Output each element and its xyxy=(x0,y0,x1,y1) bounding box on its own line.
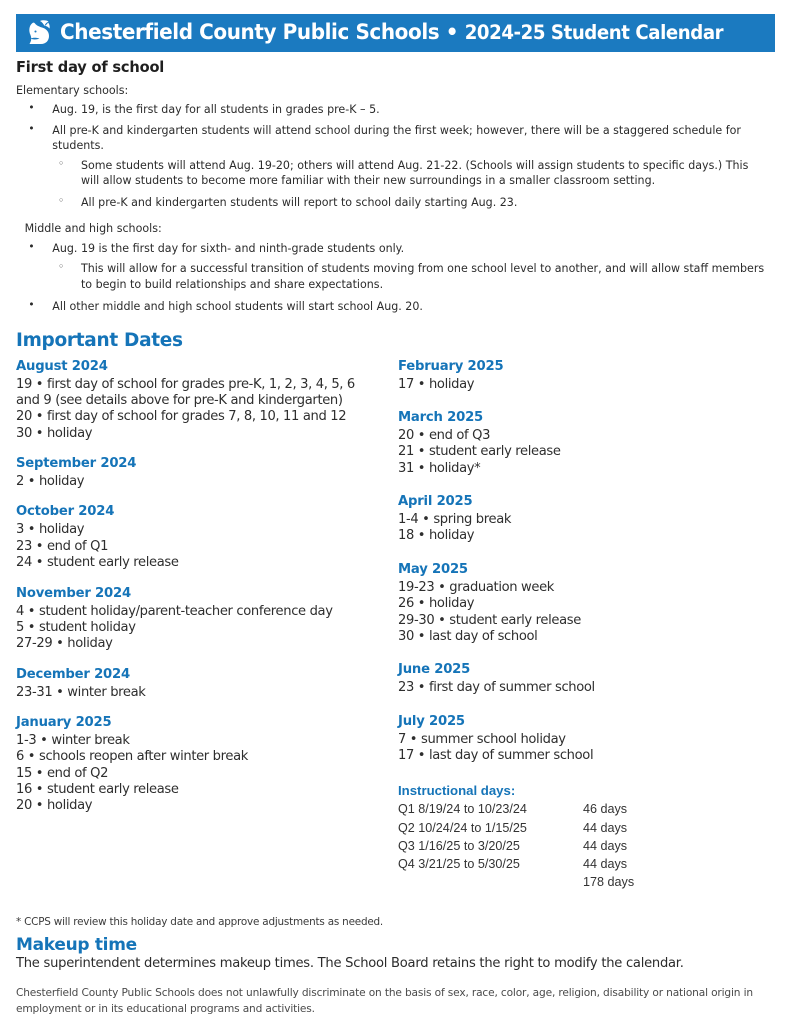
date-entry: 4 • student holiday/parent-teacher conference day xyxy=(16,603,333,619)
instructional-days-table xyxy=(398,783,773,891)
quarter-days: 44 days xyxy=(583,857,628,872)
month-entries xyxy=(398,680,773,696)
month-heading: September 2024 xyxy=(16,456,137,472)
date-entry: 26 • holiday xyxy=(398,596,475,612)
secondary-sub-list xyxy=(52,261,770,291)
month-block-june-2025 xyxy=(398,662,773,696)
month-entries xyxy=(16,604,390,653)
date-entry: 20 • holiday xyxy=(16,798,93,814)
month-block-october-2024 xyxy=(16,504,390,571)
first-day-section xyxy=(16,58,770,314)
date-entry: 3 • holiday xyxy=(16,522,85,538)
list-item xyxy=(16,241,770,291)
month-heading: December 2024 xyxy=(16,666,130,682)
month-entries xyxy=(398,512,773,545)
month-entries xyxy=(398,580,773,645)
month-heading: February 2025 xyxy=(398,358,504,374)
list-item xyxy=(16,299,770,314)
month-entries xyxy=(398,732,773,765)
month-entries xyxy=(398,428,773,477)
table-row xyxy=(398,800,773,818)
date-entry: 15 • end of Q2 xyxy=(16,765,109,781)
district-name: Chesterfield County Public Schools xyxy=(60,20,440,46)
month-block-july-2025 xyxy=(398,714,773,765)
month-entries xyxy=(16,685,390,701)
secondary-bullet-list xyxy=(16,241,770,313)
list-item xyxy=(16,123,770,210)
elementary-sub-list xyxy=(52,158,770,210)
sub-bullet-text: All pre-K and kindergarten students will report to school daily starting Aug. 23. xyxy=(80,195,518,210)
month-block-november-2024 xyxy=(16,586,390,653)
page-footer xyxy=(16,909,775,1018)
month-entries xyxy=(16,522,390,571)
month-heading: March 2025 xyxy=(398,409,484,425)
date-entry: 16 • student early release xyxy=(16,782,179,798)
header-title-group xyxy=(60,22,723,44)
month-entries xyxy=(16,474,390,490)
date-entry: 6 • schools reopen after winter break xyxy=(16,749,248,765)
page-header xyxy=(16,14,775,52)
month-heading: August 2024 xyxy=(16,358,108,374)
sub-bullet-text: Some students will attend Aug. 19-20; others will attend Aug. 21-22. (Schools will assign students to specific days.) This will allow students to become more familiar with their new surroundings in a smaller classroom setting. xyxy=(80,158,749,188)
month-block-december-2024 xyxy=(16,667,390,701)
list-item xyxy=(52,195,770,210)
date-entry: 23-31 • winter break xyxy=(16,684,146,700)
date-entry: 1-4 • spring break xyxy=(398,512,512,528)
dates-right-column xyxy=(390,359,773,892)
list-item xyxy=(52,261,770,291)
makeup-time-heading: Makeup time xyxy=(16,934,137,955)
date-entry: 30 • holiday xyxy=(16,425,93,441)
month-entries xyxy=(16,733,390,815)
date-entry: 7 • summer school holiday xyxy=(398,731,566,747)
holiday-footnote: * CCPS will review this holiday date and approve adjustments as needed. xyxy=(16,915,384,928)
month-block-february-2025 xyxy=(398,359,773,393)
table-row xyxy=(398,837,773,855)
date-entry: and 9 (see details above for pre-K and kindergarten) xyxy=(16,392,343,408)
quarter-range: Q1 8/19/24 to 10/23/24 xyxy=(398,802,527,817)
month-block-september-2024 xyxy=(16,456,390,490)
table-row xyxy=(398,855,773,873)
month-block-may-2025 xyxy=(398,562,773,645)
date-entry: 27-29 • holiday xyxy=(16,636,113,652)
elementary-bullet-list xyxy=(16,102,770,210)
date-entry: 2 • holiday xyxy=(16,474,85,490)
quarter-range: Q2 10/24/24 to 1/15/25 xyxy=(398,820,527,835)
date-entry: 17 • last day of summer school xyxy=(398,747,594,763)
important-dates-columns xyxy=(16,359,775,892)
instructional-days-heading: Instructional days: xyxy=(398,783,516,799)
date-entry: 29-30 • student early release xyxy=(398,612,581,628)
date-entry: 1-3 • winter break xyxy=(16,732,130,748)
important-dates-heading: Important Dates xyxy=(16,329,183,351)
quarter-range: Q4 3/21/25 to 5/30/25 xyxy=(398,857,520,872)
header-separator: • xyxy=(445,20,459,46)
date-entry: 23 • first day of summer school xyxy=(398,680,595,696)
table-row-total xyxy=(398,873,773,891)
first-day-heading: First day of school xyxy=(16,58,165,76)
quarter-days: 44 days xyxy=(583,820,628,835)
bullet-text: All pre-K and kindergarten students will attend school during the first week; however, there will be a staggered schedule for students. xyxy=(52,123,741,153)
makeup-time-text: The superintendent determines makeup times. The School Board retains the right to modify the calendar. xyxy=(16,955,684,971)
table-row xyxy=(398,819,773,837)
month-heading: May 2025 xyxy=(398,561,468,577)
sub-bullet-text: This will allow for a successful transition of students moving from one school level to another, and will allow staff members to begin to build relationships and share expectations. xyxy=(80,261,765,291)
month-heading: July 2025 xyxy=(398,713,465,729)
quarter-range: Q3 1/16/25 to 3/20/25 xyxy=(398,838,520,853)
month-block-january-2025 xyxy=(16,715,390,815)
date-entry: 18 • holiday xyxy=(398,528,475,544)
month-entries xyxy=(398,377,773,393)
list-item xyxy=(16,102,770,117)
month-entries xyxy=(16,377,390,442)
chesterfield-seal-icon xyxy=(26,18,52,48)
date-entry: 30 • last day of school xyxy=(398,628,538,644)
date-entry: 17 • holiday xyxy=(398,376,475,392)
date-entry: 20 • end of Q3 xyxy=(398,427,491,443)
date-entry: 24 • student early release xyxy=(16,555,179,571)
date-entry: 5 • student holiday xyxy=(16,619,136,635)
date-entry: 20 • first day of school for grades 7, 8, 10, 11 and 12 xyxy=(16,409,347,425)
date-entry: 19-23 • graduation week xyxy=(398,579,555,595)
bullet-text: Aug. 19, is the first day for all students in grades pre-K – 5. xyxy=(52,101,380,116)
dates-left-column xyxy=(16,359,390,815)
bullet-text: All other middle and high school students will start school Aug. 20. xyxy=(52,298,423,313)
month-heading: October 2024 xyxy=(16,504,115,520)
quarter-days: 44 days xyxy=(583,838,628,853)
month-heading: January 2025 xyxy=(16,714,112,730)
total-label xyxy=(398,873,583,891)
date-entry: 21 • student early release xyxy=(398,444,561,460)
month-heading: November 2024 xyxy=(16,585,131,601)
total-days: 178 days xyxy=(583,875,635,890)
month-block-august-2024 xyxy=(16,359,390,442)
month-heading: June 2025 xyxy=(398,662,471,678)
date-entry: 23 • end of Q1 xyxy=(16,538,109,554)
list-item xyxy=(52,158,770,188)
secondary-label: Middle and high schools: xyxy=(24,221,162,236)
month-block-march-2025 xyxy=(398,410,773,477)
bullet-text: Aug. 19 is the first day for sixth- and ninth-grade students only. xyxy=(52,241,405,256)
quarter-days: 46 days xyxy=(583,802,628,817)
elementary-label: Elementary schools: xyxy=(16,82,129,97)
month-block-april-2025 xyxy=(398,494,773,545)
date-entry: 31 • holiday* xyxy=(398,460,481,476)
nondiscrimination-statement: Chesterfield County Public Schools does not unlawfully discriminate on the basis of sex, race, color, age, religion, disability or national origin in employment or in its educational programs and activities. xyxy=(16,987,753,1016)
date-entry: 19 • first day of school for grades pre-K, 1, 2, 3, 4, 5, 6 xyxy=(16,376,355,392)
calendar-name: 2024-25 Student Calendar xyxy=(464,21,724,45)
month-heading: April 2025 xyxy=(398,494,473,510)
